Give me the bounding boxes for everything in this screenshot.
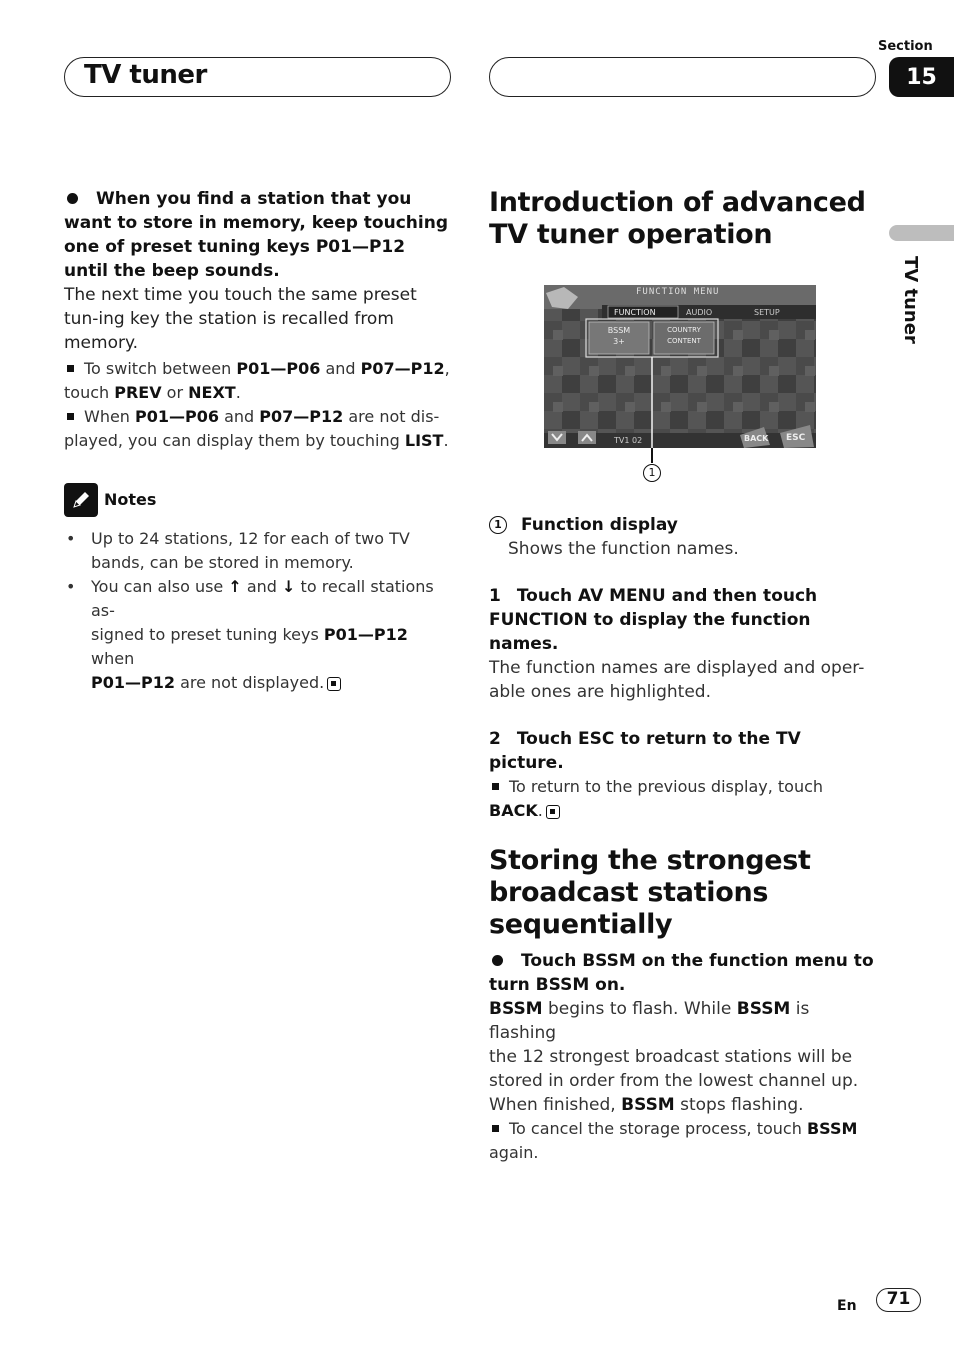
notes-header: Notes xyxy=(64,483,452,517)
tip-square-icon xyxy=(492,1125,499,1132)
callout-title: 1 Function display xyxy=(489,513,879,537)
screen-tab-function[interactable]: FUNCTION xyxy=(614,308,656,317)
tip-square-icon xyxy=(67,413,74,420)
screen-tab-setup[interactable]: SETUP xyxy=(754,308,780,317)
side-tab-label: TV tuner xyxy=(900,256,921,344)
tip-square-icon xyxy=(67,365,74,372)
screen-tab-audio[interactable]: AUDIO xyxy=(686,308,713,317)
screen-button-bssm[interactable]: BSSM 3+ xyxy=(607,326,631,346)
section-heading-bssm: Storing the strongest broadcast stations sequentially xyxy=(489,845,811,940)
page-number: 71 xyxy=(876,1288,921,1312)
screen-status: TV1 02 xyxy=(614,436,643,445)
right-column xyxy=(489,513,879,823)
pencil-icon xyxy=(64,483,98,517)
bullet-icon xyxy=(67,193,78,204)
left-column xyxy=(64,187,452,695)
callout-leader-line xyxy=(651,448,653,463)
step2-tip: To return to the previous display, touch BACK. xyxy=(489,777,824,820)
callout-number: 1 xyxy=(643,464,661,482)
note-item: • Up to 24 stations, 12 for each of two TV bands, can be stored in memory. xyxy=(66,529,410,572)
bullet-icon xyxy=(492,955,503,966)
step2-heading: 2 Touch ESC to return to the TV picture. xyxy=(489,729,801,773)
tip-list: When P01—P06 and P07—P12 are not dis- played, you can display them by touching LIST. xyxy=(64,407,449,450)
screen-button-country[interactable]: COUNTRY CONTENT xyxy=(667,326,701,345)
step-heading: When you find a station that you want to store in memory, keep touching one of preset tuning keys P01—P12 until the beep sounds. xyxy=(64,189,448,281)
bssm-block xyxy=(489,949,879,1165)
section-number: 15 xyxy=(889,57,954,97)
page-title: TV tuner xyxy=(84,60,207,90)
callout-body: Shows the function names. xyxy=(508,539,739,559)
bssm-heading: Touch BSSM on the function menu to turn BSSM on. xyxy=(489,951,874,995)
tip-switch: To switch between P01—P06 and P07—P12, touch PREV or NEXT. xyxy=(64,359,450,402)
tip-square-icon xyxy=(492,783,499,790)
footer-language: En xyxy=(837,1298,857,1314)
bssm-tip: To cancel the storage process, touch BSSM again. xyxy=(489,1119,858,1162)
screen-esc-button[interactable]: ESC xyxy=(786,433,806,443)
step1-heading: 1 Touch AV MENU and then touch FUNCTION to display the function names. xyxy=(489,586,818,654)
screen-back-button[interactable]: BACK xyxy=(744,434,769,443)
bssm-body: BSSM begins to flash. While BSSM is flashing the 12 strongest broadcast stations will be stored in order from the lowest channel up. When finished, BSSM stops flashing. xyxy=(489,999,859,1115)
end-mark-icon xyxy=(327,677,341,691)
end-mark-icon xyxy=(546,805,560,819)
step-body: The next time you touch the same preset tun-ing key the station is recalled from memory. xyxy=(64,285,417,353)
section-label: Section xyxy=(878,39,933,54)
step1-body: The function names are displayed and oper- able ones are highlighted. xyxy=(489,658,865,702)
section-heading-intro: Introduction of advanced TV tuner operation xyxy=(489,187,866,250)
screen-title: FUNCTION MENU xyxy=(636,287,720,297)
side-tab-bar xyxy=(889,225,954,241)
header-right-frame xyxy=(489,57,876,97)
function-menu-screenshot xyxy=(544,285,816,448)
note-item: • You can also use ↑ and ↓ to recall stations as- signed to preset tuning keys P01—P12 when P01—P12 are not displayed. xyxy=(66,577,434,692)
